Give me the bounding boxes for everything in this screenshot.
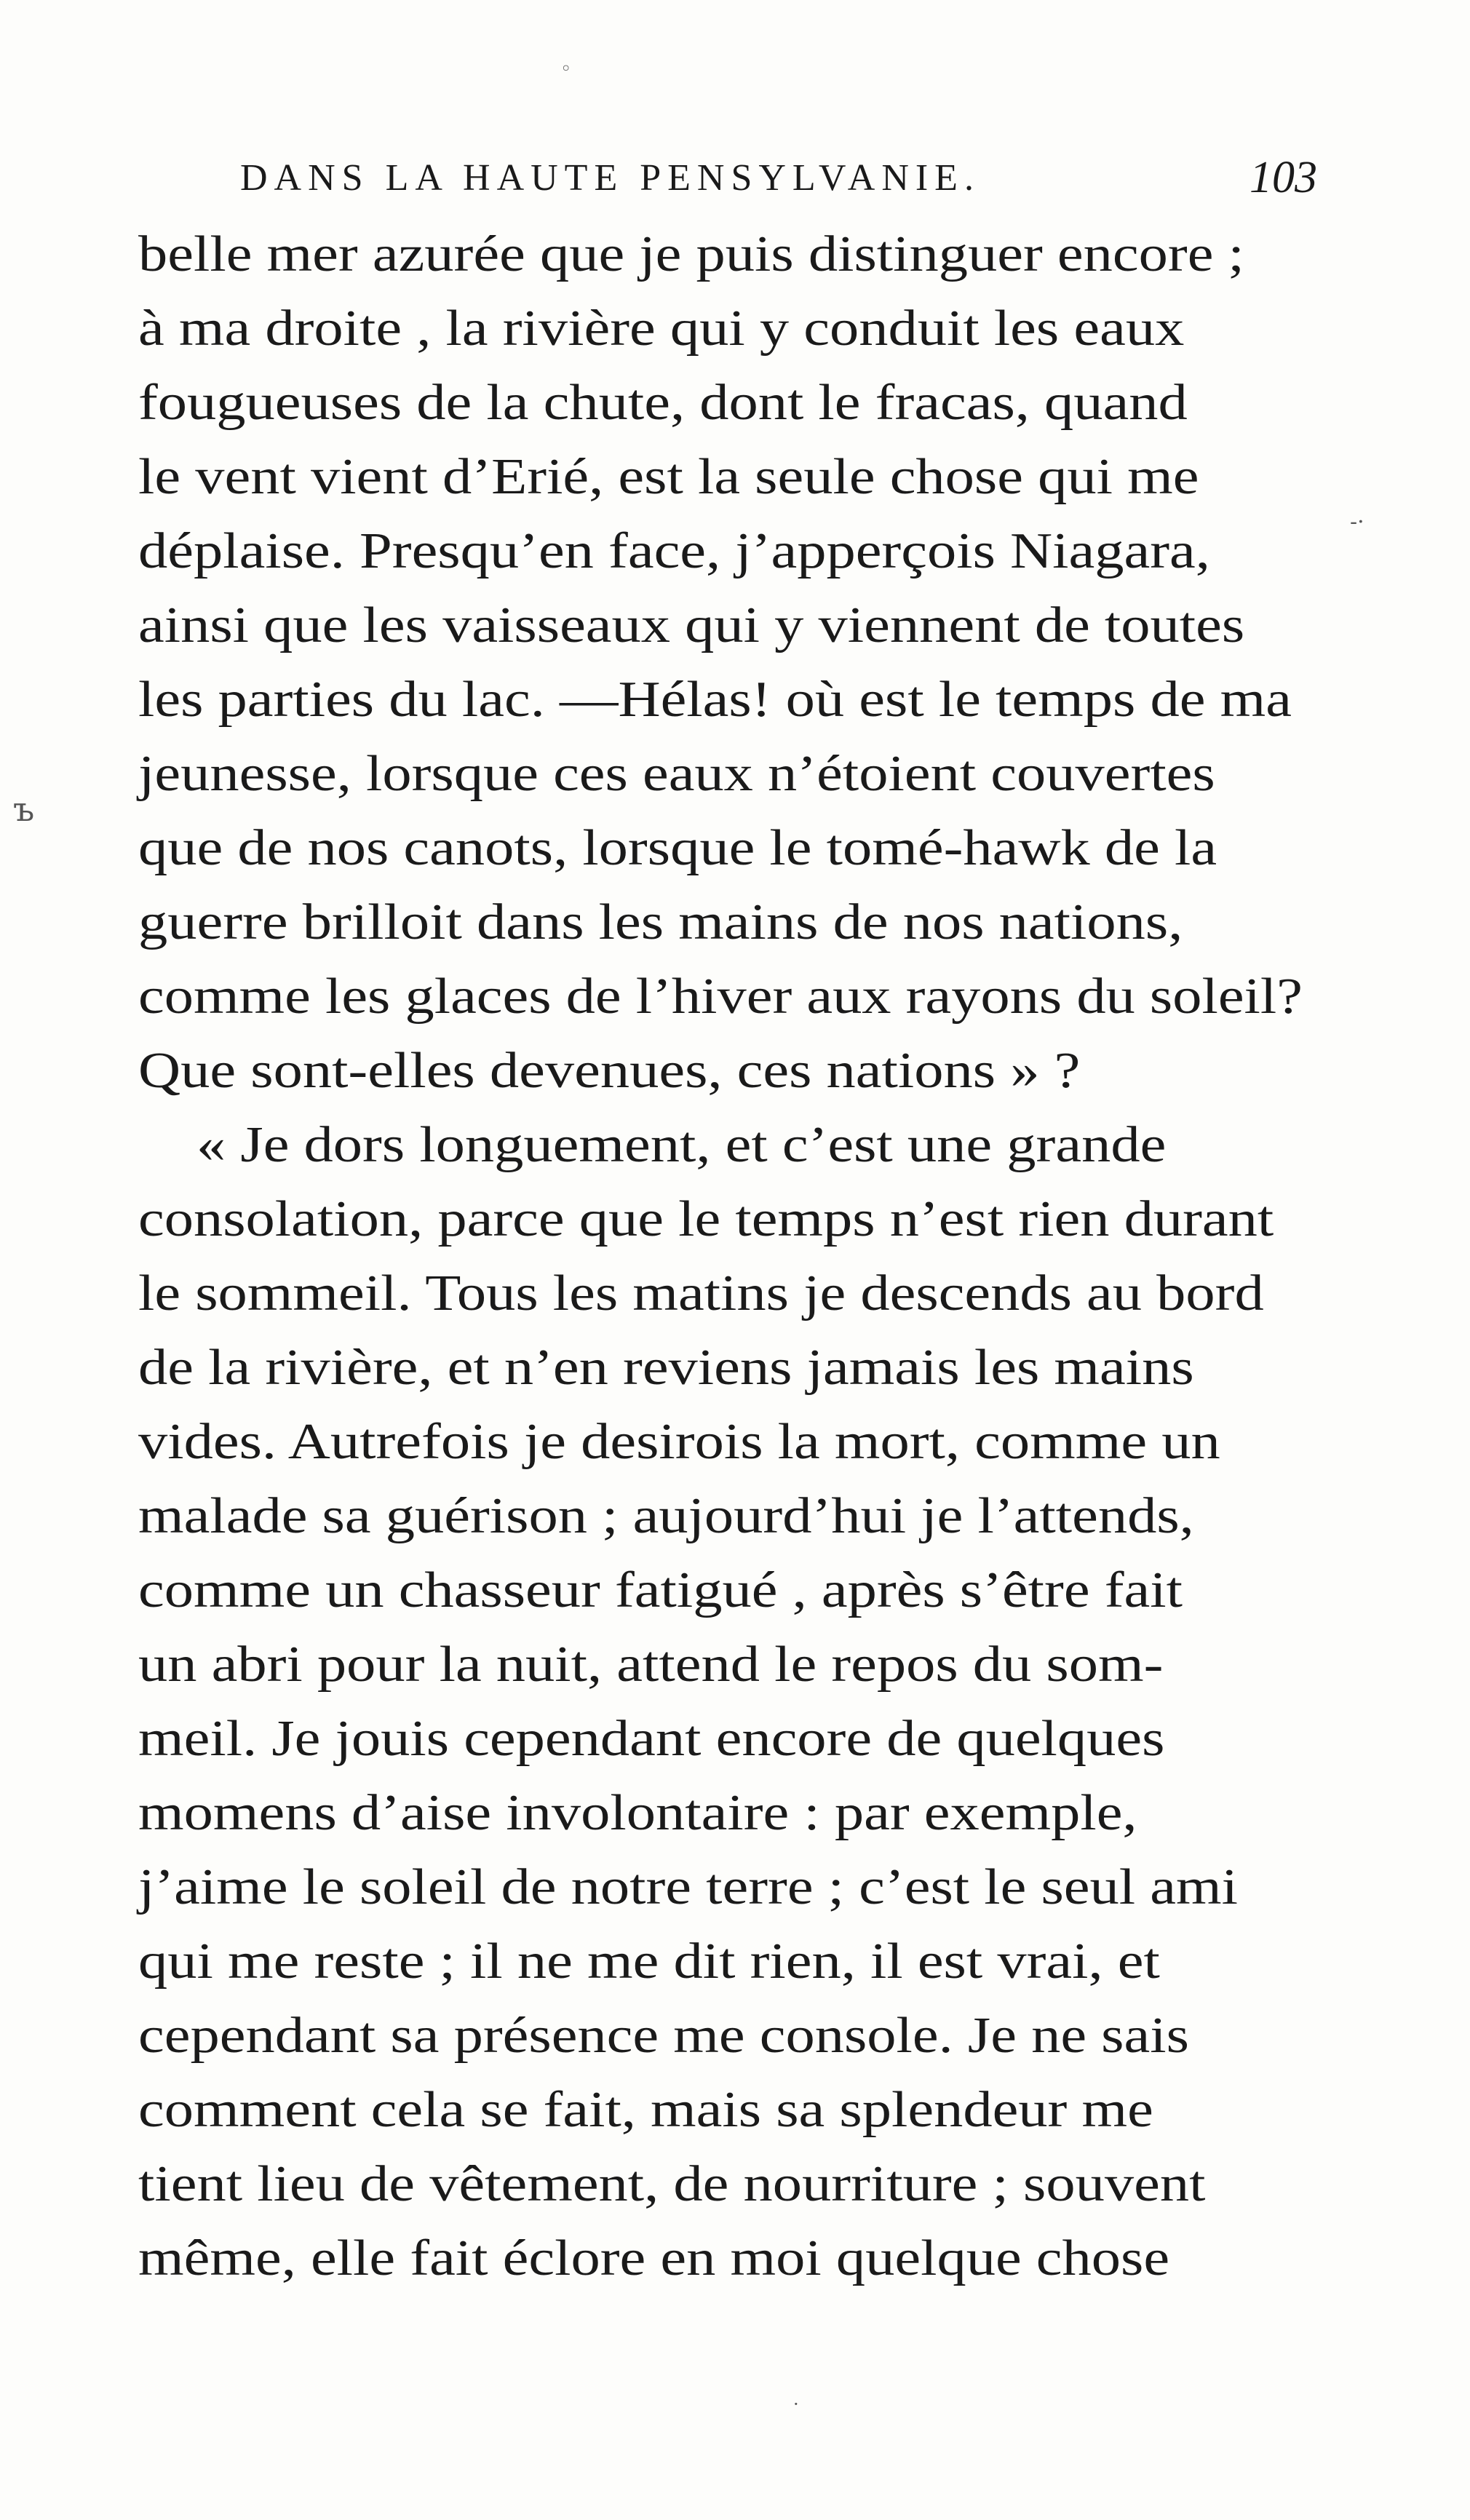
text-line: fougueuses de la chute, dont le fracas, quand <box>138 375 1188 431</box>
text-line: ainsi que les vaisseaux qui y viennent de toutes <box>138 597 1245 653</box>
bottom-ink-mark: · <box>793 2394 799 2414</box>
left-margin-mark: ъ <box>13 790 35 829</box>
text-line: à ma droite , la rivière qui y conduit les eaux <box>138 301 1185 357</box>
text-line: vides. Autrefois je desirois la mort, comme un <box>138 1414 1220 1470</box>
text-line: belle mer azurée que je puis distinguer encore ; <box>138 226 1244 282</box>
text-line: consolation, parce que le temps n’est rien durant <box>138 1191 1274 1247</box>
page-header <box>240 153 1317 215</box>
text-line: guerre brilloit dans les mains de nos nations, <box>138 894 1183 950</box>
text-line: de la rivière, et n’en reviens jamais les mains <box>138 1340 1194 1396</box>
page-number: 103 <box>1250 153 1317 202</box>
right-margin-mark: -· <box>1350 509 1364 535</box>
text-line: même, elle fait éclore en moi quelque chose <box>138 2230 1170 2286</box>
text-line: Que sont-elles devenues, ces nations » ? <box>138 1043 1081 1099</box>
text-line: comme les glaces de l’hiver aux rayons du soleil? <box>138 969 1303 1025</box>
text-line: malade sa guérison ; aujourd’hui je l’attends, <box>138 1488 1194 1544</box>
text-line: les parties du lac. —Hélas! où est le temps de ma <box>138 672 1292 728</box>
text-line: déplaise. Presqu’en face, j’apperçois Niagara, <box>138 523 1210 579</box>
text-line: comme un chasseur fatigué , après s’être fait <box>138 1562 1183 1618</box>
text-line: cependant sa présence me console. Je ne sais <box>138 2008 1189 2064</box>
text-line: le vent vient d’Erié, est la seule chose qui me <box>138 449 1199 505</box>
text-line: momens d’aise involontaire : par exemple, <box>138 1785 1137 1841</box>
running-head: DANS LA HAUTE PENSYLVANIE. <box>240 157 980 199</box>
text-line: meil. Je jouis cependant encore de quelques <box>138 1711 1165 1767</box>
text-line: qui me reste ; il ne me dit rien, il est vrai, et <box>138 1933 1160 1990</box>
text-line: le sommeil. Tous les matins je descends au bord <box>138 1265 1264 1321</box>
body-text <box>138 218 1303 2314</box>
text-line: « Je dors longuement, et c’est une grande <box>196 1117 1167 1173</box>
text-line: comment cela se fait, mais sa splendeur me <box>138 2082 1153 2138</box>
text-line: jeunesse, lorsque ces eaux n’étoient couvertes <box>138 746 1215 802</box>
text-line: j’aime le soleil de notre terre ; c’est le seul ami <box>138 1859 1238 1915</box>
top-ink-mark: ◦ <box>560 58 572 80</box>
text-line: tient lieu de vêtement, de nourriture ; souvent <box>138 2156 1206 2212</box>
text-line: un abri pour la nuit, attend le repos du som- <box>138 1637 1164 1693</box>
text-line: que de nos canots, lorsque le tomé-hawk de la <box>138 820 1217 876</box>
